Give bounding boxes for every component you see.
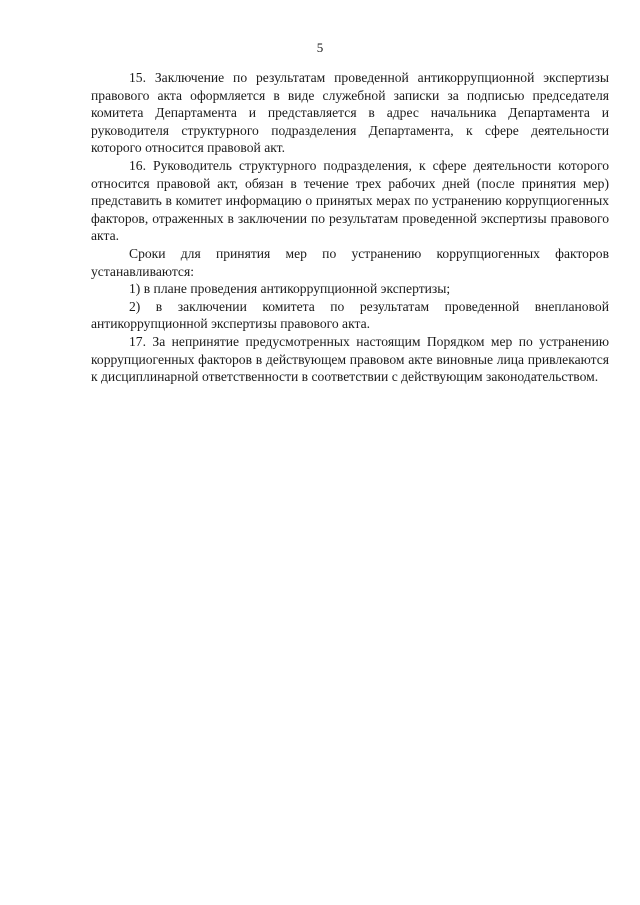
paragraph-15-conclusion: 15. Заключение по результатам проведенной антикоррупционной экспертизы правового акта оформляется в виде служебной записки за подписью председателя комитета Департамента и представляется в адрес начальника Департамента и руководителя структурного подразделения Департамента, к сфере деятельности которого относится правовой акт.: [91, 70, 609, 156]
paragraph-17-liability: 17. За непринятие предусмотренных настоящим Порядком мер по устранению коррупциогенных факторов в действующем правовом акте виновные лица привлекаются к дисциплинарной ответственности в соответствии с действующим законодательством.: [91, 333, 609, 385]
document-body: [91, 69, 609, 386]
paragraph-deadlines-intro: Сроки для принятия мер по устранению коррупциогенных факторов устанавливаются:: [91, 245, 609, 279]
list-item-1-plan: 1) в плане проведения антикоррупционной экспертизы;: [129, 281, 451, 297]
paragraph-16-head-of-unit: 16. Руководитель структурного подразделения, к сфере деятельности которого относится правовой акт, обязан в течение трех рабочих дней (после принятия мер) представить в комитет информацию о принятых мерах по устранению коррупциогенных факторов, отраженных в заключении по результатам проведенной экспертизы правового акта.: [91, 157, 609, 244]
list-item-2-conclusion: 2) в заключении комитета по результатам проведенной внеплановой антикоррупционной экспертизы правового акта.: [91, 298, 609, 332]
page-number: 5: [316, 40, 324, 55]
